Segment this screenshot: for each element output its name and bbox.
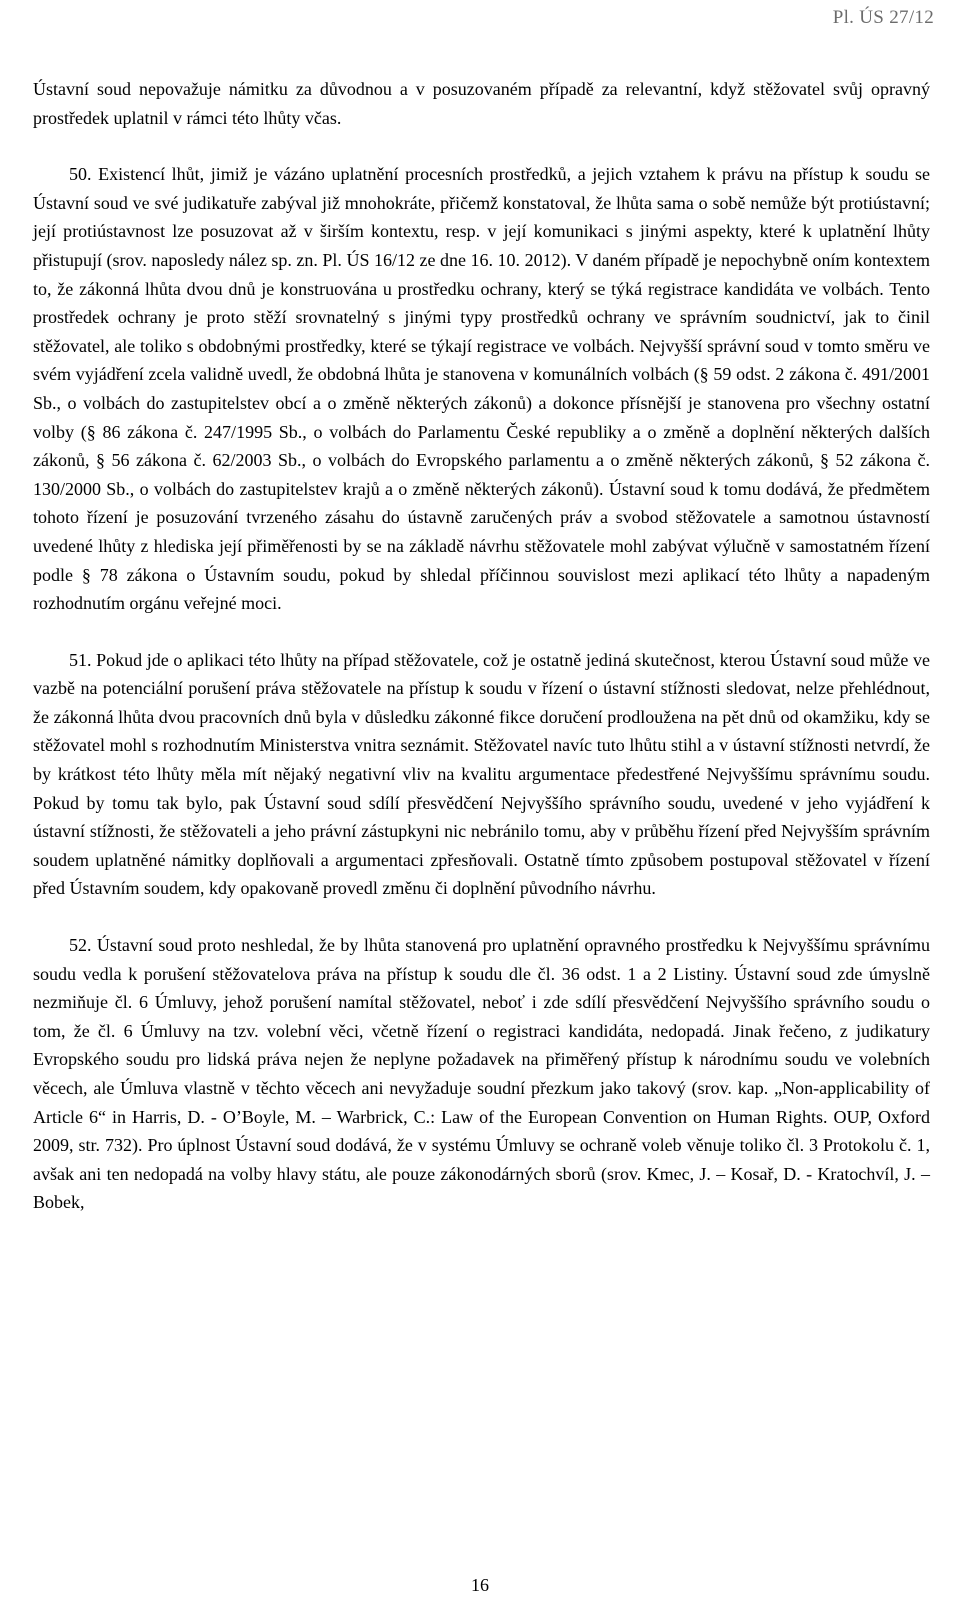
paragraph-52: 52. Ústavní soud proto neshledal, že by lhůta stanovená pro uplatnění opravného prostředku k Nejvyššímu správnímu soudu vedla k porušení stěžovatelova práva na přístup k soudu dle čl. 36 odst. 1 a 2 Listiny. Ústavní soud zde úmyslně nezmiňuje čl. 6 Úmluvy, jehož porušení namítal stěžovatel, neboť i zde sdílí přesvědčení Nejvyššího správního soudu o tom, že čl. 6 Úmluvy na tzv. volební věci, včetně řízení o registraci kandidáta, nedopadá. Jinak řečeno, z judikatury Evropského soudu pro lidská práva nejen že neplyne požadavek na přiměřený přístup k národnímu soudu ve volebních věcech, ale Úmluva vlastně v těchto věcech ani nevyžaduje soudní přezkum jako takový (srov. kap. „Non-applicability of Article 6“ in Harris, D. - O’Boyle, M. – Warbrick, C.: Law of the European Convention on Human Rights. OUP, Oxford 2009, str. 732). Pro úplnost Ústavní soud dodává, že v systému Úmluvy se ochraně voleb věnuje toliko čl. 3 Protokolu č. 1, avšak ani ten nedopadá na volby hlavy státu, ale pouze zákonodárných sborů (srov. Kmec, J. – Kosař, D. - Kratochvíl, J. – Bobek,	[33, 935, 930, 1213]
paragraph-50: 50. Existencí lhůt, jimiž je vázáno uplatnění procesních prostředků, a jejich vztahem k právu na přístup k soudu se Ústavní soud ve své judikatuře zabýval již mnohokráte, přičemž konstatoval, že lhůta sama o sobě nemůže být protiústavní; její protiústavnost lze posuzovat až v širším kontextu, resp. v její komunikaci s jinými aspekty, které k uplatnění lhůty přistupují (srov. naposledy nález sp. zn. Pl. ÚS 16/12 ze dne 16. 10. 2012). V daném případě je nepochybně oním kontextem to, že zákonná lhůta dvou dnů je konstruována u prostředku ochrany, který se týká registrace kandidáta ve volbách. Tento prostředek ochrany je proto stěží srovnatelný s jinými typy prostředků ochrany ve správním soudnictví, jak to činil stěžovatel, ale toliko s obdobnými prostředky, které se týkají registrace ve volbách. Nejvyšší správní soud v tomto směru ve svém vyjádření zcela validně uvedl, že obdobná lhůta je stanovena v komunálních volbách (§ 59 odst. 2 zákona č. 491/2001 Sb., o volbách do zastupitelstev obcí a o změně některých zákonů) a dokonce přísnější je stanovena pro všechny ostatní volby (§ 86 zákona č. 247/1995 Sb., o volbách do Parlamentu České republiky a o změně a doplnění některých dalších zákonů, § 56 zákona č. 62/2003 Sb., o volbách do Evropského parlamentu a o změně některých zákonů, § 52 zákona č. 130/2000 Sb., o volbách do zastupitelstev krajů a o změně některých zákonů). Ústavní soud k tomu dodává, že předmětem tohoto řízení je posuzování tvrzeného zásahu do ústavně zaručených práv a svobod stěžovatele a samotnou ústavností uvedené lhůty z hlediska její přiměřenosti by se na základě návrhu stěžovatele mohl zabývat výlučně v samostatném řízení podle § 78 zákona o Ústavním soudu, pokud by shledal příčinnou souvislost mezi aplikací této lhůty a napadeným rozhodnutím orgánu veřejné moci.	[33, 164, 930, 614]
case-reference: Pl. ÚS 27/12	[832, 7, 934, 28]
paragraph-intro: Ústavní soud nepovažuje námitku za důvodnou a v posuzovaném případě za relevantní, když stěžovatel svůj opravný prostředek uplatnil v rámci této lhůty včas.	[33, 79, 930, 128]
page-number: 16	[471, 1575, 489, 1595]
paragraph-51: 51. Pokud jde o aplikaci této lhůty na případ stěžovatele, což je ostatně jediná skutečnost, kterou Ústavní soud může ve vazbě na potenciální porušení práva stěžovatele na přístup k soudu v řízení o ústavní stížnosti sledovat, nelze přehlédnout, že zákonná lhůta dvou pracovních dnů byla v důsledku zákonné fikce doručení prodloužena na pět dnů od okamžiku, kdy se stěžovatel mohl s rozhodnutím Ministerstva vnitra seznámit. Stěžovatel navíc tuto lhůtu stihl a v ústavní stížnosti netvrdí, že by krátkost této lhůty měla mít nějaký negativní vliv na kvalitu argumentace předestřené Nejvyššímu správnímu soudu. Pokud by tomu tak bylo, pak Ústavní soud sdílí přesvědčení Nejvyššího správního soudu, uvedené v jeho vyjádření k ústavní stížnosti, že stěžovateli a jeho právní zástupkyni nic nebránilo tomu, aby v průběhu řízení před Nejvyšším správním soudem uplatněné námitky doplňovali a argumentaci zpřesňovali. Ostatně tímto způsobem postupoval stěžovatel v řízení před Ústavním soudem, kdy opakovaně provedl změnu či doplnění původního návrhu.	[33, 649, 930, 899]
document-body	[33, 75, 930, 1245]
